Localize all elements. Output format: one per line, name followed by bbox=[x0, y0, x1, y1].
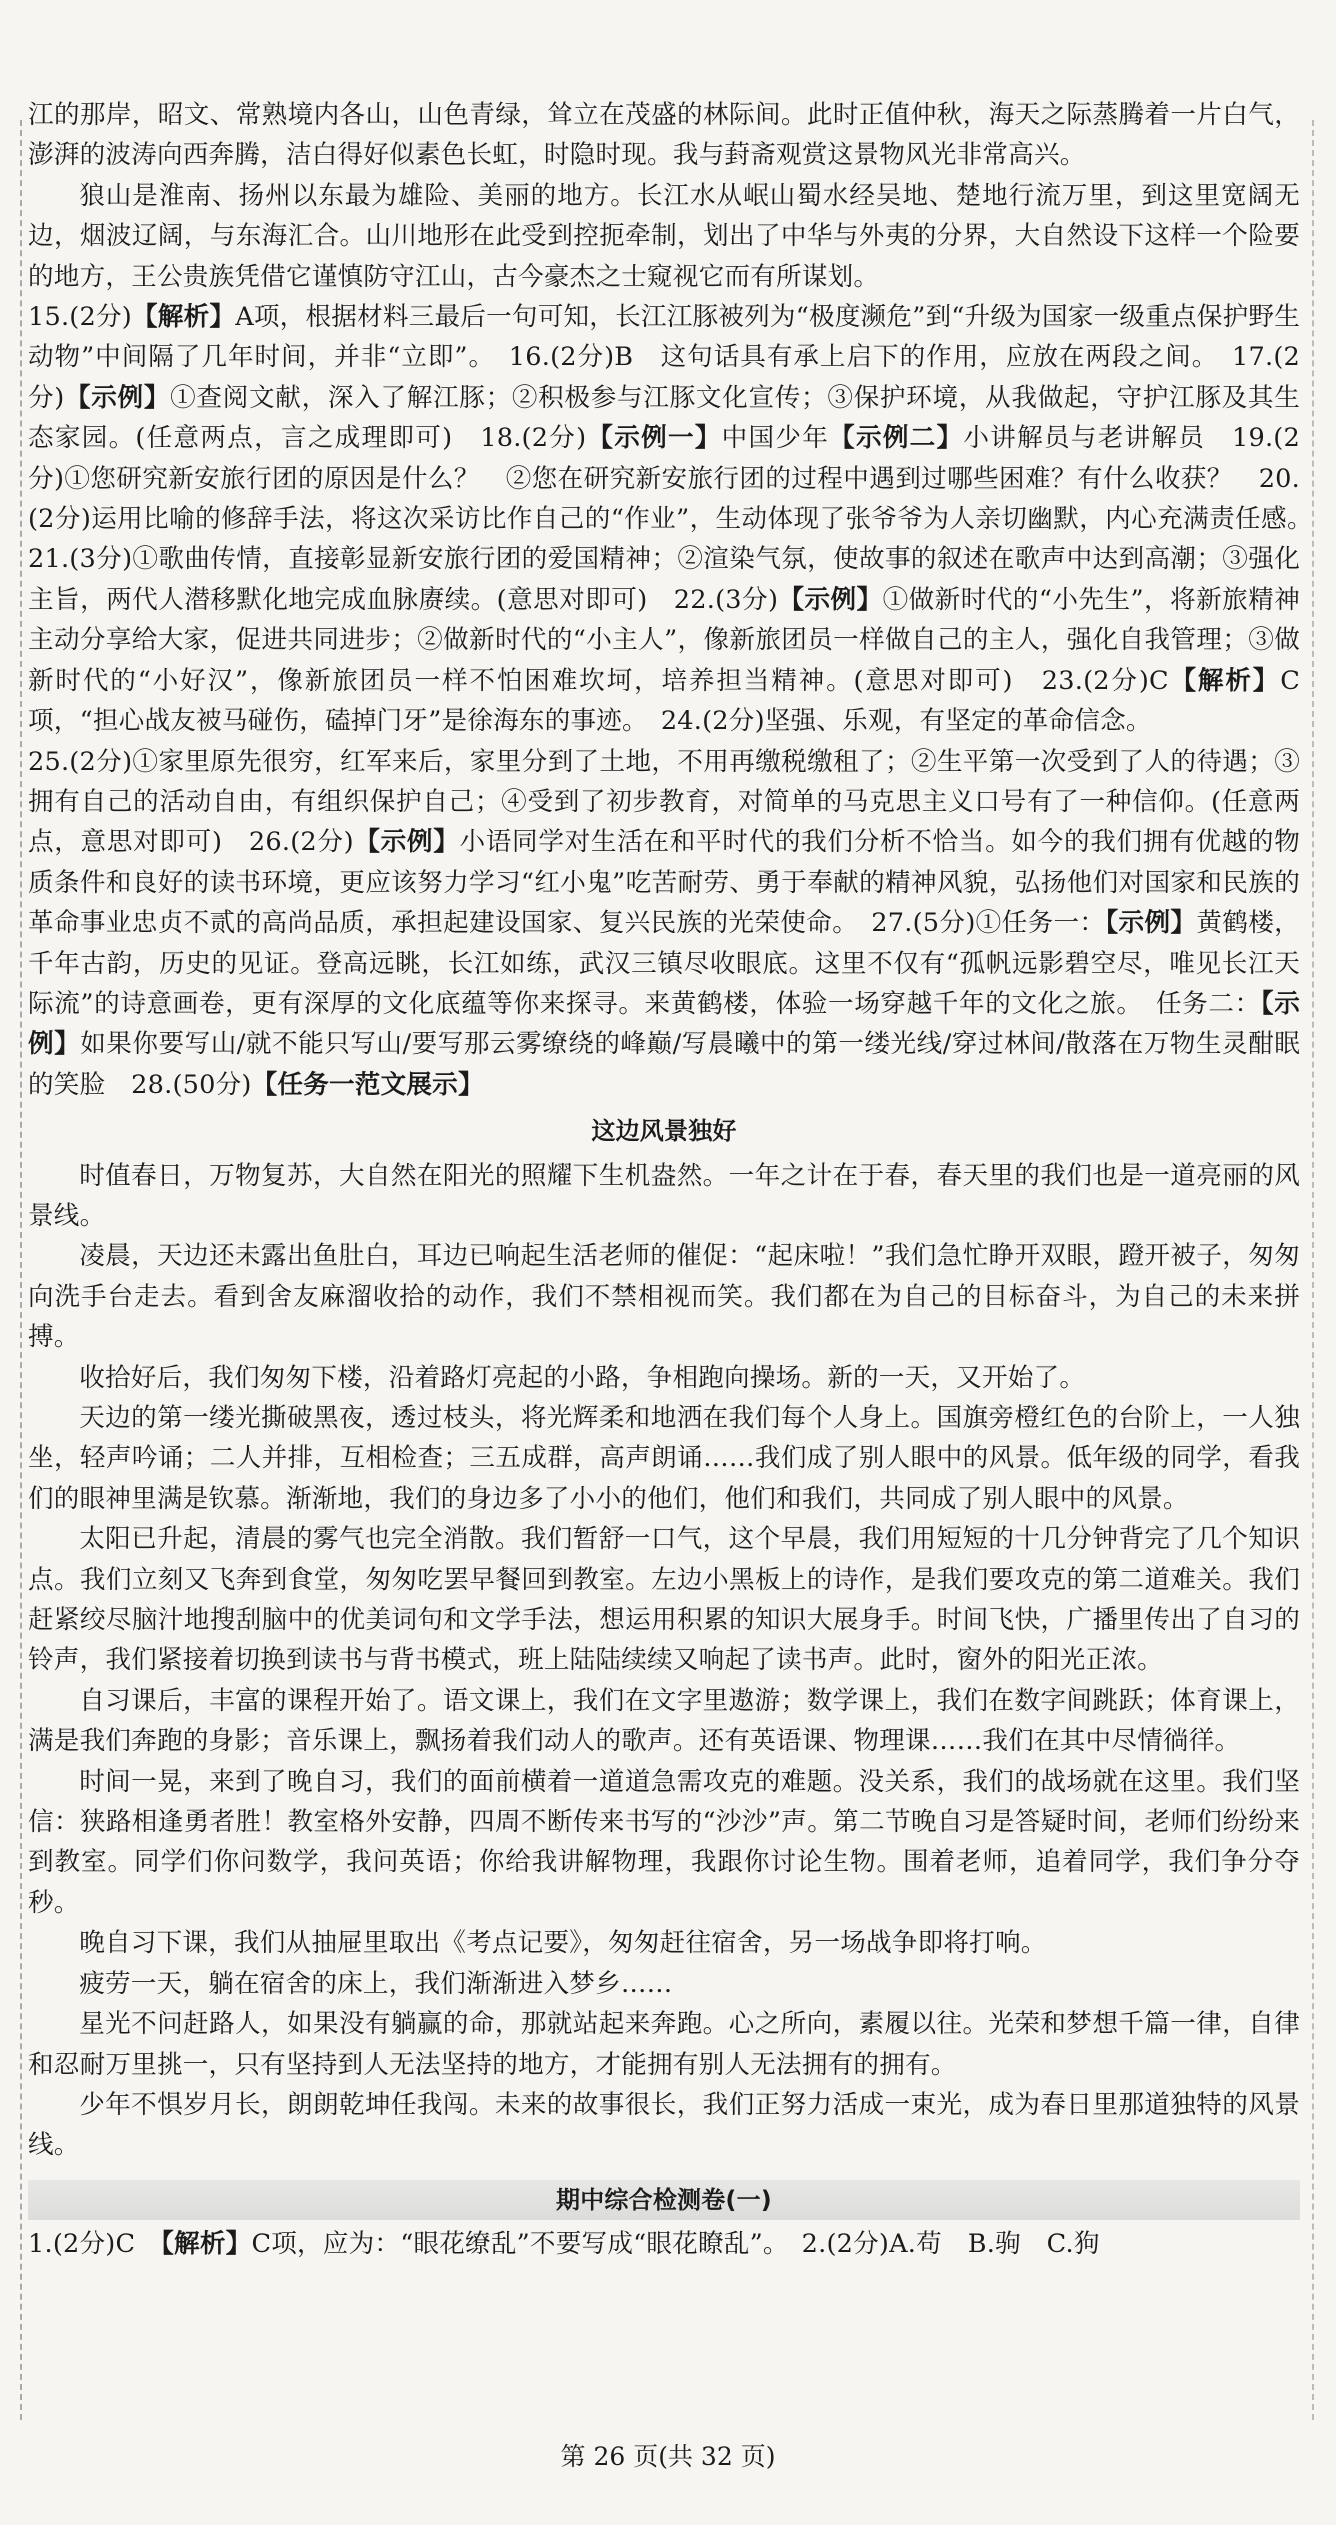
q17-tag: 【示例】 bbox=[64, 382, 171, 413]
translation-paragraph-2: 狼山是淮南、扬州以东最为雄险、美丽的地方。长江水从岷山蜀水经吴地、楚地行流万里，到这里宽阔无边，烟波辽阔，与东海汇合。山川地形在此受到控扼牵制，划出了中华与外夷的分界，大自然设下这样一个险要的地方，王公贵族凭借它谨慎防守江山，古今豪杰之士窥视它而有所谋划。 bbox=[28, 180, 1300, 292]
essay-paragraph: 自习课后，丰富的课程开始了。语文课上，我们在文字里遨游；数学课上，我们在数字间跳跃；体育课上，满是我们奔跑的身影；音乐课上，飘扬着我们动人的歌声。还有英语课、物理课……我们在其中尽情徜徉。 bbox=[28, 1685, 1300, 1757]
q27-tag-1: 【示例】 bbox=[1105, 908, 1197, 939]
q1-text: C项，应为：“眼花缭乱”不要写成“眼花瞭乱”。 2.(2分)A.苟 B.驹 C.狗 bbox=[251, 2228, 1100, 2259]
q1-tag: 【解析】 bbox=[161, 2228, 252, 2259]
essay-paragraph: 太阳已升起，清晨的雾气也完全消散。我们暂舒一口气，这个早晨，我们用短短的十几分钟背完了几个知识点。我们立刻又飞奔到食堂，匆匆吃罢早餐回到教室。左边小黑板上的诗作，是我们要攻克的第二道难关。我们赶紧绞尽脑汁地搜刮脑中的优美词句和文学手法，想运用积累的知识大展身手。时间飞快，广播里传出了自习的铃声，我们紧接着切换到读书与背书模式，班上陆陆续续又响起了读书声。此时，窗外的阳光正浓。 bbox=[28, 1524, 1300, 1676]
q18-text-2: 小讲解员与老讲解员 19.(2分)①您研究新安旅行团的原因是什么？ ②您在研究新安旅行团的过程中遇到过哪些困难？有什么收获？ 20.(2分)运用比喻的修辞手法，将这次采访比作自己的“作业”，生动体现了张爷爷为人亲切幽默，内心充满责任感。 21.(3分)①歌曲传情，直接彰显新安旅行团的爱国精神；②渲染气氛，使故事的叙述在歌声中达到高潮；③强化主旨，两代人潜移默化地完成血脉赓续。(意思对即可) 22.(3分) bbox=[28, 423, 1326, 615]
answer-block-2 bbox=[28, 742, 1300, 1106]
q17-text: ①查阅文献，深入了解江豚；②积极参与江豚文化宣传；③保护环境，从我做起，守护江豚及其生态家园。(任意两点，言之成理即可) 18.(2分) bbox=[28, 382, 1300, 454]
q23-text: C项，“担心战友被马碰伤，磕掉门牙”是徐海东的事迹。 24.(2分)坚强、乐观，有坚定的革命信念。 bbox=[28, 665, 1300, 737]
q23-tag: 【解析】 bbox=[1168, 665, 1281, 696]
q26-text: 小语同学对生活在和平时代的我们分析不恰当。如今的我们拥有优越的物质条件和良好的读书环境，更应该努力学习“红小鬼”吃苦耐劳、勇于奉献的精神风貌，弘扬他们对国家和民族的革命事业忠贞不贰的高尚品质，承担起建设国家、复兴民族的光荣使命。 27.(5分)①任务一： bbox=[28, 827, 1300, 939]
exam-answers bbox=[28, 2224, 1300, 2264]
right-margin-rule bbox=[1312, 120, 1314, 2420]
q27-text-2: 如果你要写山/就不能只写山/要写那云雾缭绕的峰巅/写晨曦中的第一缕光线/穿过林间/散落在万物生灵酣眠的笑脸 28.(50分) bbox=[28, 1029, 1300, 1100]
translation-paragraph-1: 江的那岸，昭文、常熟境内各山，山色青绿，耸立在茂盛的林际间。此时正值仲秋，海天之际蒸腾着一片白气，澎湃的波涛向西奔腾，洁白得好似素色长虹，时隐时现。我与葑斋观赏这景物风光非常高兴。 bbox=[28, 100, 1300, 171]
essay-paragraph: 时间一晃，来到了晚自习，我们的面前横着一道道急需攻克的难题。没关系，我们的战场就在这里。我们坚信：狭路相逢勇者胜！教室格外安静，四周不断传来书写的“沙沙”声。第二节晚自习是答疑时间，老师们纷纷来到教室。同学们你问数学，我问英语；你给我讲解物理，我跟你讨论生物。围着老师，追着同学，我们争分夺秒。 bbox=[28, 1766, 1300, 1918]
essay-paragraph: 少年不惧岁月长，朗朗乾坤任我闯。未来的故事很长，我们正努力活成一束光，成为春日里那道独特的风景线。 bbox=[28, 2089, 1300, 2161]
q18-tag-2: 【示例二】 bbox=[829, 423, 964, 454]
q22-text: ①做新时代的“小先生”，将新旅精神主动分享给大家，促进共同进步；②做新时代的“小主人”，像新旅团员一样做自己的主人，强化自我管理；③做新时代的“小好汉”，像新旅团员一样不怕困难坎坷，培养担当精神。(意思对即可) 23.(2分)C bbox=[28, 584, 1300, 696]
q15-head: 15.(2分) bbox=[28, 302, 132, 333]
essay-title: 这边风景独好 bbox=[591, 1117, 737, 1146]
answer-block bbox=[28, 297, 1326, 741]
q26-tag: 【示例】 bbox=[353, 827, 460, 858]
page-footer: 第 26 页(共 32 页) bbox=[560, 2442, 776, 2471]
q27-text-1: 黄鹤楼，千年古韵，历史的见证。登高远眺，长江如练，武汉三镇尽收眼底。这里不仅有“孤帆远影碧空尽，唯见长江天际流”的诗意画卷，更有深厚的文化底蕴等你来探寻。来黄鹤楼，体验一场穿越千年的文化之旅。 任务二： bbox=[28, 908, 1300, 1019]
essay-paragraph: 凌晨，天边还未露出鱼肚白，耳边已响起生活老师的催促：“起床啦！”我们急忙睁开双眼，蹬开被子，匆匆向洗手台走去。看到舍友麻溜收拾的动作，我们不禁相视而笑。我们都在为自己的目标奋斗，为自己的未来拼搏。 bbox=[28, 1241, 1300, 1353]
q1-head: 1.(2分)C bbox=[28, 2228, 162, 2259]
essay-paragraph: 星光不问赶路人，如果没有躺赢的命，那就站起来奔跑。心之所向，素履以往。光荣和梦想千篇一律，自律和忍耐万里挑一，只有坚持到人无法坚持的地方，才能拥有别人无法拥有的拥有。 bbox=[28, 2009, 1300, 2080]
essay-paragraph: 疲劳一天，躺在宿舍的床上，我们渐渐进入梦乡…… bbox=[79, 1968, 673, 1999]
essay-paragraph: 时值春日，万物复苏，大自然在阳光的照耀下生机盎然。一年之计在于春，春天里的我们也是一道亮丽的风景线。 bbox=[28, 1160, 1300, 1231]
left-margin-rule bbox=[20, 120, 22, 2420]
exam-title: 期中综合检测卷(一) bbox=[28, 2180, 1300, 2220]
essay-paragraph: 收拾好后，我们匆匆下楼，沿着路灯亮起的小路，争相跑向操场。新的一天，又开始了。 bbox=[79, 1362, 1086, 1393]
document-page bbox=[28, 95, 1326, 2264]
q25-text: 25.(2分)①家里原先很穷，红军来后，家里分到了土地，不用再缴税缴租了；②生平第一次受到了人的待遇；③拥有自己的活动自由，有组织保护自己；④受到了初步教育，对简单的马克思主义口号有了一种信仰。(任意两点，意思对即可) 26.(2分) bbox=[28, 746, 1300, 858]
q27-tag-2: 【示例】 bbox=[28, 988, 1300, 1060]
q22-tag: 【示例】 bbox=[778, 584, 883, 615]
q15-text: A项，根据材料三最后一句可知，长江江豚被列为“极度濒危”到“升级为国家一级重点保护野生动物”中间隔了几年时间，并非“立即”。 16.(2分)B 这句话具有承上启下的作用，应放在两段之间。 17.(2分) bbox=[28, 302, 1300, 413]
essay-paragraph: 天边的第一缕光撕破黑夜，透过枝头，将光辉柔和地洒在我们每个人身上。国旗旁橙红色的台阶上，一人独坐，轻声吟诵；二人并排，互相检查；三五成群，高声朗诵……我们成了别人眼中的风景。低年级的同学，看我们的眼神里满是钦慕。渐渐地，我们的身边多了小小的他们，他们和我们，共同成了别人眼中的风景。 bbox=[28, 1403, 1300, 1514]
essay-paragraph: 晚自习下课，我们从抽屉里取出《考点记要》，匆匆赶往宿舍，另一场战争即将打响。 bbox=[79, 1928, 1047, 1959]
q18-text-1: 中国少年 bbox=[721, 423, 830, 454]
q28-tag: 【任务一范文展示】 bbox=[251, 1069, 484, 1100]
q15-tag: 【解析】 bbox=[131, 302, 236, 333]
q18-tag-1: 【示例一】 bbox=[586, 423, 722, 454]
